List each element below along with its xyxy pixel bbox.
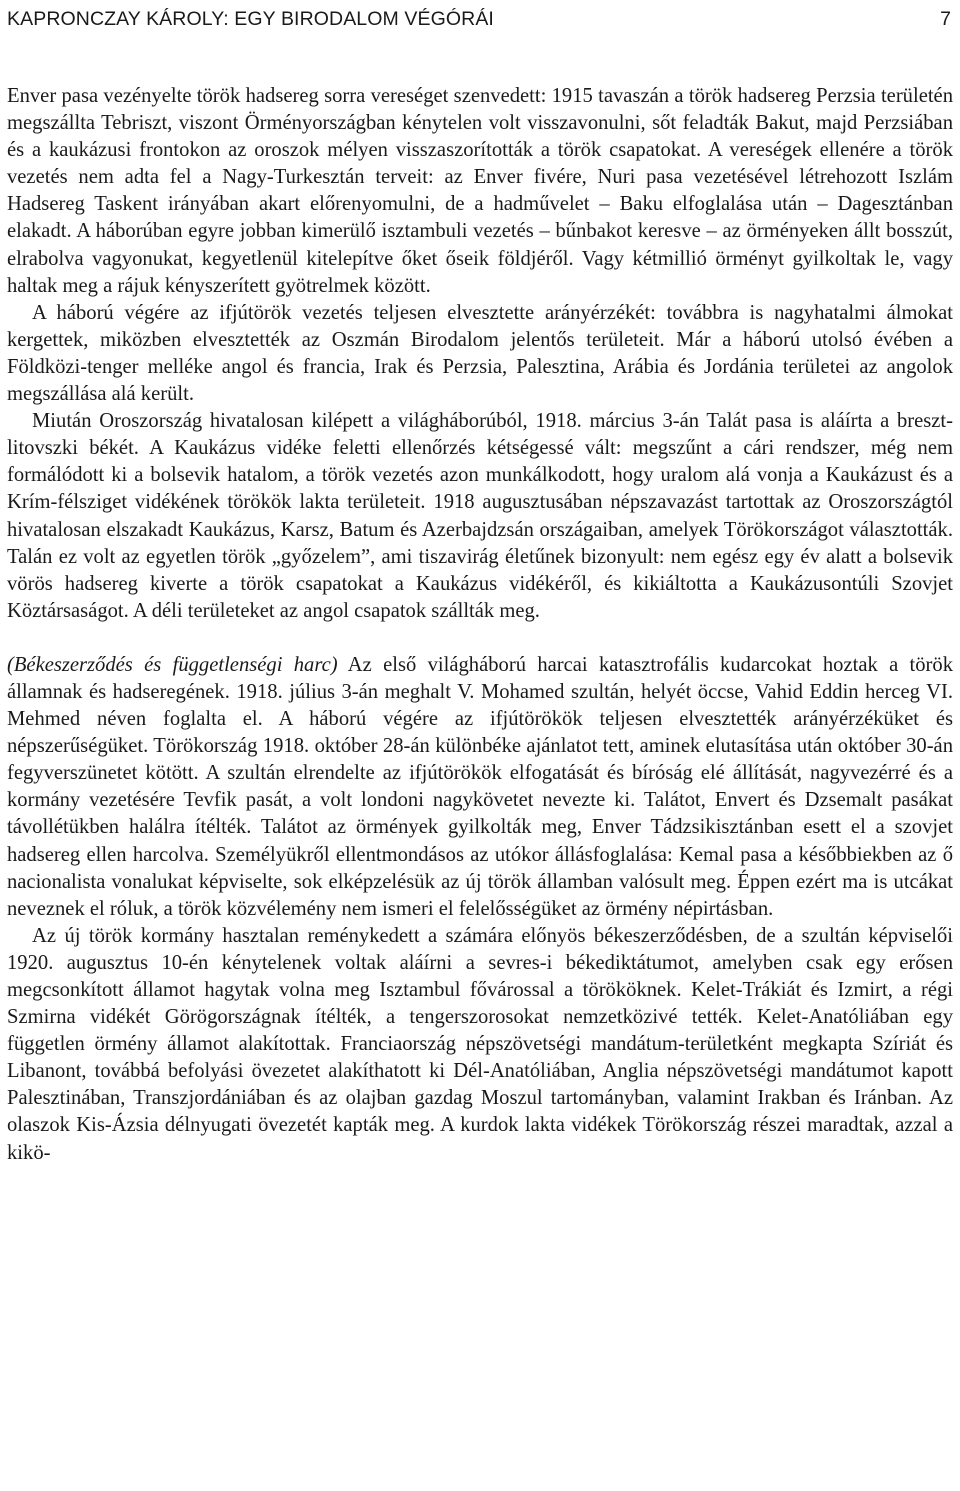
paragraph-2: A háború végére az ifjútörök vezetés teljesen elvesztette arányérzékét: továbbra is nagyhatalmi álmokat kergettek, miközben elvesztették az Oszmán Birodalom jelentős területeit. Már a háború utolsó évében a Földközi-tenger melléke angol és francia, Irak és Perzsia, Palesztina, Arábia és Jordánia területei az angolok megszállása alá került. (7, 301, 953, 406)
running-title: KAPRONCZAY KÁROLY: EGY BIRODALOM VÉGÓRÁI (7, 8, 494, 30)
paragraph-4-text: Az első világháború harcai katasztrofális kudarcokat hoztak a török államnak és hadseregének. 1918. július 3-án meghalt V. Mohamed szultán, helyét öccse, Vahid Eddin herceg VI. Mehmed néven foglalta el. A háború végére az ifjútörökök teljesen elvesztették arányérzéküket és népszerűségüket. Törökország 1918. október 28-án különbéke ajánlatot tett, aminek elutasítása után október 30-án fegyverszünetet kötött. A szultán elrendelte az ifjútörökök elfogatását és bíróság elé állítását, nagyvezérré és a kormány vezetésére Tevfik pasát, a volt londoni nagykövetet nevezte ki. Talátot, Envert és Dzsemalt pasákat távollétükben halálra ítélték. Talátot az örmények gyilkolták meg, Enver Tádzsikisztánban esett el a szovjet hadsereg ellen harcolva. Személyükről ellentmondásos az utókor állásfoglalása: Kemal pasa a későbbiekben az ő nacionalista vonalukat képviselte, sok elképzelésük az új török államban valósult meg. Éppen ezért ma is utcákat neveznek el róluk, a török közvélemény nem ismeri el felelősségüket az örmény népirtásban. (7, 653, 954, 920)
section-title: (Békeszerződés és függetlenségi harc) (7, 653, 338, 676)
paragraph-5: Az új török kormány hasztalan reménykedett a számára előnyös békeszerződésben, de a szultán képviselői 1920. augusztus 10-én kénytelenek voltak aláírni a sevres-i békediktátumot, amelyben csak egy erősen megcsonkított államot hagytak volna meg Isztambul fővárossal a törököknek. Kelet-Trákiát és Izmirt, a régi Szmirna vidékét Görögországnak ítélték, a tengerszorosokat nemzetközivé tették. Kelet-Anatóliában egy független örmény államot alakítottak. Franciaország népszövetségi mandátum-területként megkapta Szíriát és Libanont, továbbá befolyási övezetet alakíthatott ki Dél-Anatóliában, Anglia népszövetségi mandátumot kapott Palesztinában, Transzjordániában és az olajban gazdag Moszul tartományban, valamint Irakban és Iránban. Az olaszok Kis-Ázsia délnyugati övezetét kapták meg. A kurdok lakta vidékek Törökország részei maradtak, azzal a kikö- (7, 924, 953, 1164)
page-header (7, 6, 953, 32)
document-page (7, 0, 953, 1491)
paragraph-3: Miután Oroszország hivatalosan kilépett a világháborúból, 1918. március 3-án Talát pasa is aláírta a breszt-litovszki békét. A Kaukázus vidéke feletti ellenőrzés kétségessé vált: megszűnt a cári rendszer, még nem formálódott ki a bolsevik hatalom, a török vezetés azon munkálkodott, hogy uralom alá vonja a Kaukázust és a Krím-félsziget vidékének törökök lakta területeit. 1918 augusztusában népszavazást tartottak az Oroszországtól hivatalosan elszakadt Kaukázus, Karsz, Batum és Azerbajdzsán országaiban, amelyek Törökországot választották. Talán ez volt az egyetlen török „győzelem”, ami tiszavirág életűnek bizonyult: nem egész egy év alatt a bolsevik vörös hadsereg kiverte a török csapatokat a Kaukázus vidékéről, és kikiáltotta a Kaukázusontúli Szovjet Köztársaságot. A déli területeket az angol csapatok szállták meg. (7, 410, 953, 622)
paragraph-1: Enver pasa vezényelte török hadsereg sorra vereséget szenvedett: 1915 tavaszán a török hadsereg Perzsia területén megszállta Tebriszt, viszont Örményországban kénytelen volt visszavonulni, sőt feladták Bakut, majd Perzsiában és a kaukázusi frontokon az oroszok mélyen visszaszorították a török csapatokat. A vereségek ellenére a török vezetés nem adta fel a Nagy-Turkesztán terveit: az Enver fivére, Nuri pasa vezetésével létrehozott Iszlám Hadsereg Taskent irányában akart előrenyomulni, de a hadművelet – Baku elfoglalása után – Dagesztánban elakadt. A háborúban egyre jobban kimerülő isztambuli vezetés – bűnbakot keresve – az örményeken állt bosszút, elrabolva vagyonukat, kegyetlenül kitelepítve őket őseik földjéről. Vagy kétmillió örményt gyilkoltak le, vagy haltak meg a rájuk kényszerített gyötrelmek között. (7, 85, 953, 297)
body-text (7, 83, 953, 1167)
page-number: 7 (940, 8, 951, 30)
paragraph-4 (7, 652, 953, 923)
